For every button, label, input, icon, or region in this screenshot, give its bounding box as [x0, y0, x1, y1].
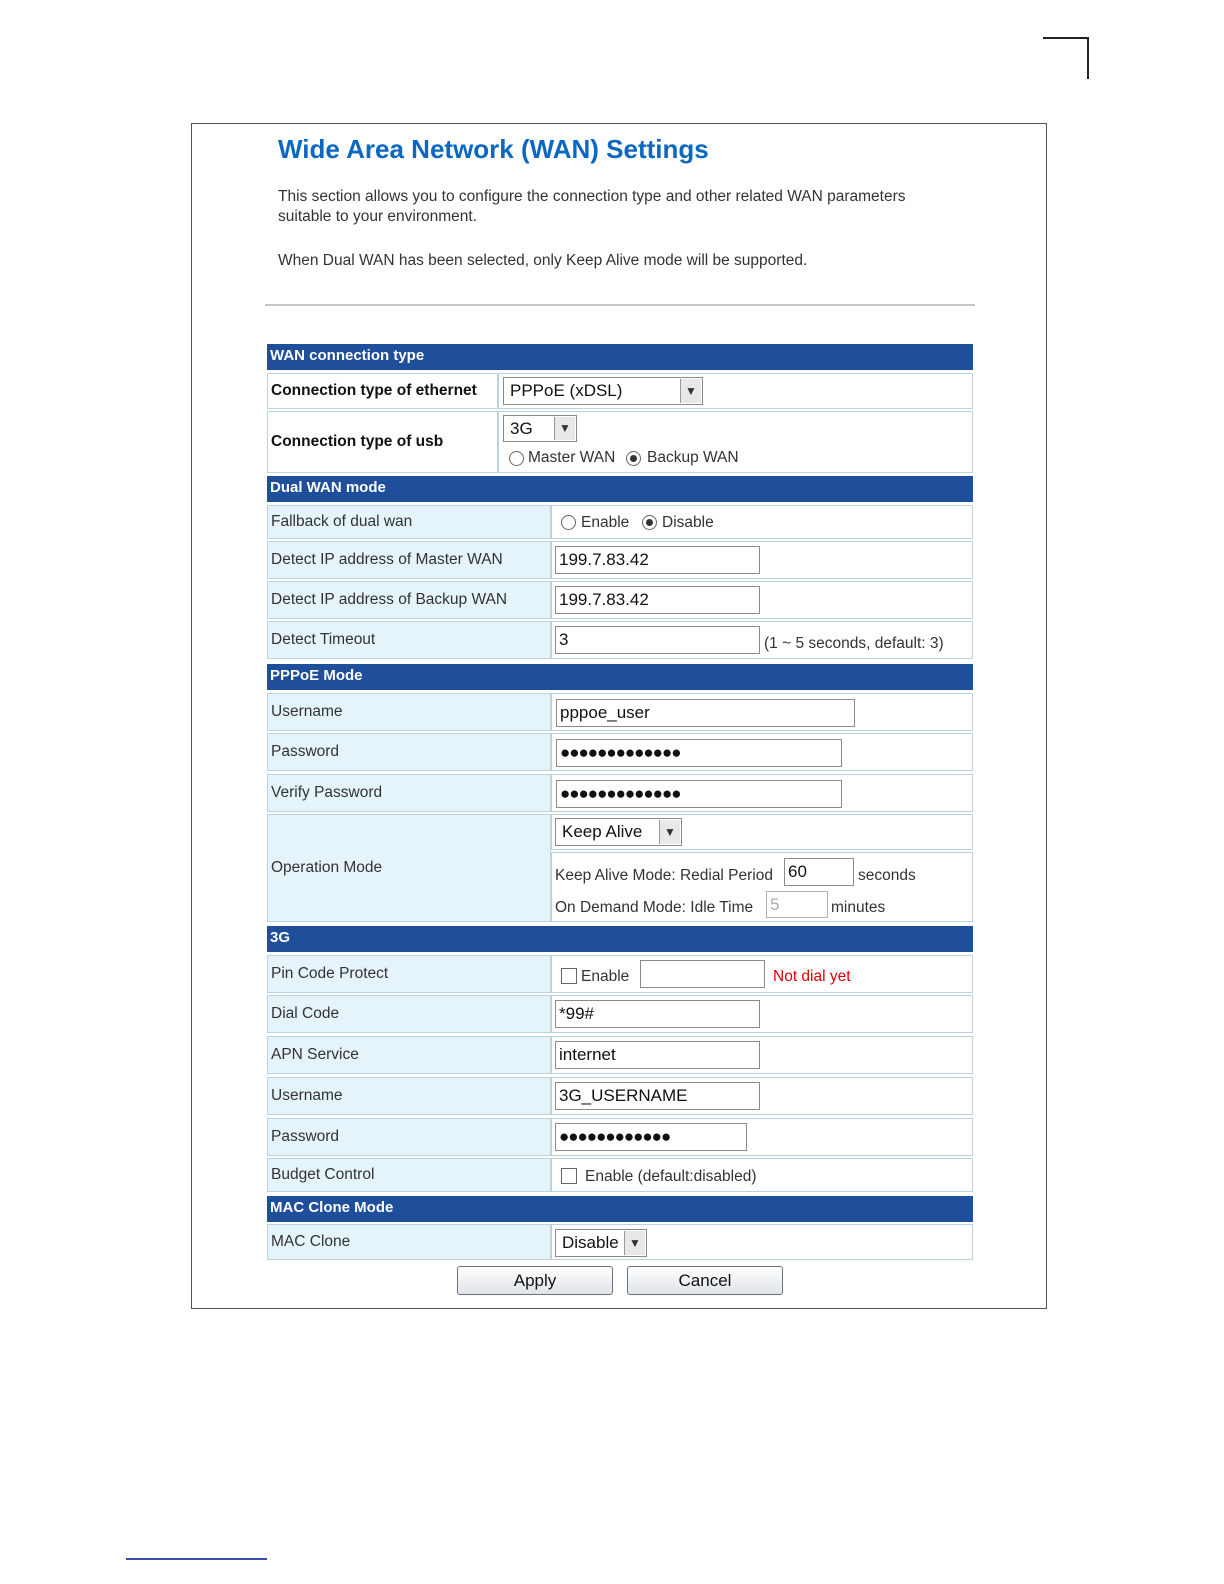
crop-mark-horizontal: [1043, 37, 1089, 39]
usb-type-cell: [498, 411, 973, 473]
3g-username-input[interactable]: 3G_USERNAME: [555, 1082, 760, 1110]
section-header-mac-clone: MAC Clone Mode: [267, 1196, 973, 1222]
backup-ip-cell: [551, 581, 973, 619]
operation-mode-select[interactable]: Keep Alive ▼: [555, 818, 682, 846]
timeout-input[interactable]: 3: [555, 626, 760, 654]
fallback-enable-label: Enable: [581, 514, 630, 531]
pppoe-username-input[interactable]: pppoe_user: [556, 699, 855, 727]
pin-label: Pin Code Protect: [267, 955, 551, 993]
3g-username-label: Username: [267, 1077, 551, 1115]
dual-wan-note: When Dual WAN has been selected, only Keep Alive mode will be supported.: [278, 252, 808, 269]
pppoe-password-label: Password: [267, 733, 551, 771]
ethernet-type-cell: [498, 373, 973, 409]
pppoe-verify-label: Verify Password: [267, 774, 551, 812]
cancel-button[interactable]: Cancel: [627, 1266, 783, 1295]
footer-rule: [126, 1558, 267, 1560]
mac-clone-label: MAC Clone: [267, 1224, 551, 1260]
chevron-down-icon: ▼: [659, 820, 680, 844]
pppoe-verify-cell: [551, 774, 973, 812]
master-ip-label: Detect IP address of Master WAN: [267, 541, 551, 579]
fallback-disable-label: Disable: [662, 514, 714, 531]
page-title: Wide Area Network (WAN) Settings: [278, 134, 709, 164]
master-wan-radio[interactable]: [509, 451, 524, 466]
keepalive-input[interactable]: 60: [784, 858, 854, 886]
ondemand-input[interactable]: 5: [766, 891, 828, 918]
pin-enable-label: Enable: [581, 968, 630, 985]
budget-label: Budget Control: [267, 1158, 551, 1192]
apn-label: APN Service: [267, 1036, 551, 1074]
dial-code-cell: [551, 995, 973, 1033]
ethernet-type-select[interactable]: PPPoE (xDSL) ▼: [503, 377, 703, 405]
3g-username-cell: [551, 1077, 973, 1115]
section-header-wan-connection: WAN connection type: [267, 344, 973, 370]
budget-checkbox[interactable]: [561, 1168, 577, 1184]
operation-mode-cell: [551, 814, 973, 850]
pin-enable-checkbox[interactable]: [561, 968, 577, 984]
ondemand-unit: minutes: [831, 899, 886, 916]
crop-mark-vertical: [1087, 37, 1089, 79]
chevron-down-icon: ▼: [680, 379, 701, 403]
master-ip-cell: [551, 541, 973, 579]
divider: [265, 304, 975, 306]
apn-cell: [551, 1036, 973, 1074]
timeout-cell: [551, 621, 973, 659]
3g-password-label: Password: [267, 1118, 551, 1156]
section-header-dual-wan: Dual WAN mode: [267, 476, 973, 502]
usb-type-select[interactable]: 3G ▼: [503, 415, 577, 442]
backup-wan-radio[interactable]: [626, 451, 641, 466]
section-header-3g: 3G: [267, 926, 973, 952]
pppoe-username-label: Username: [267, 693, 551, 731]
dial-code-label: Dial Code: [267, 995, 551, 1033]
pppoe-verify-input[interactable]: ●●●●●●●●●●●●●: [556, 780, 842, 808]
fallback-enable-radio[interactable]: [561, 515, 576, 530]
chevron-down-icon: ▼: [554, 417, 575, 440]
backup-wan-label: Backup WAN: [647, 449, 739, 466]
section-header-pppoe: PPPoE Mode: [267, 664, 973, 690]
chevron-down-icon: ▼: [624, 1231, 645, 1255]
keepalive-unit: seconds: [858, 867, 916, 884]
ethernet-type-label: Connection type of ethernet: [267, 373, 498, 409]
master-ip-input[interactable]: 199.7.83.42: [555, 546, 760, 574]
timeout-hint: (1 ~ 5 seconds, default: 3): [764, 635, 944, 652]
keepalive-label: Keep Alive Mode: Redial Period: [555, 867, 773, 884]
pin-status: Not dial yet: [773, 968, 851, 985]
mac-clone-cell: [551, 1224, 973, 1260]
backup-ip-label: Detect IP address of Backup WAN: [267, 581, 551, 619]
wan-settings-panel: [191, 123, 1047, 1309]
master-wan-label: Master WAN: [528, 449, 616, 466]
apply-button[interactable]: Apply: [457, 1266, 613, 1295]
mac-clone-select[interactable]: Disable ▼: [555, 1229, 647, 1257]
fallback-disable-radio[interactable]: [642, 515, 657, 530]
pin-input[interactable]: [640, 960, 765, 988]
fallback-label: Fallback of dual wan: [267, 505, 551, 539]
mode-timing-cell: [551, 852, 973, 922]
fallback-cell: [551, 505, 973, 539]
page-description: This section allows you to configure the connection type and other related WAN parameters suitable to your environment.: [278, 188, 906, 225]
timeout-label: Detect Timeout: [267, 621, 551, 659]
budget-cell: [551, 1158, 973, 1192]
3g-password-cell: [551, 1118, 973, 1156]
usb-type-label: Connection type of usb: [267, 411, 498, 473]
pppoe-username-cell: [551, 693, 973, 731]
ondemand-label: On Demand Mode: Idle Time: [555, 899, 754, 916]
apn-input[interactable]: internet: [555, 1041, 760, 1069]
operation-mode-label: Operation Mode: [267, 814, 551, 922]
3g-password-input[interactable]: ●●●●●●●●●●●●: [555, 1123, 747, 1151]
budget-enable-label: Enable (default:disabled): [585, 1168, 757, 1185]
pppoe-password-input[interactable]: ●●●●●●●●●●●●●: [556, 739, 842, 767]
dial-code-input[interactable]: *99#: [555, 1000, 760, 1028]
backup-ip-input[interactable]: 199.7.83.42: [555, 586, 760, 614]
pppoe-password-cell: [551, 733, 973, 771]
pin-cell: [551, 955, 973, 993]
